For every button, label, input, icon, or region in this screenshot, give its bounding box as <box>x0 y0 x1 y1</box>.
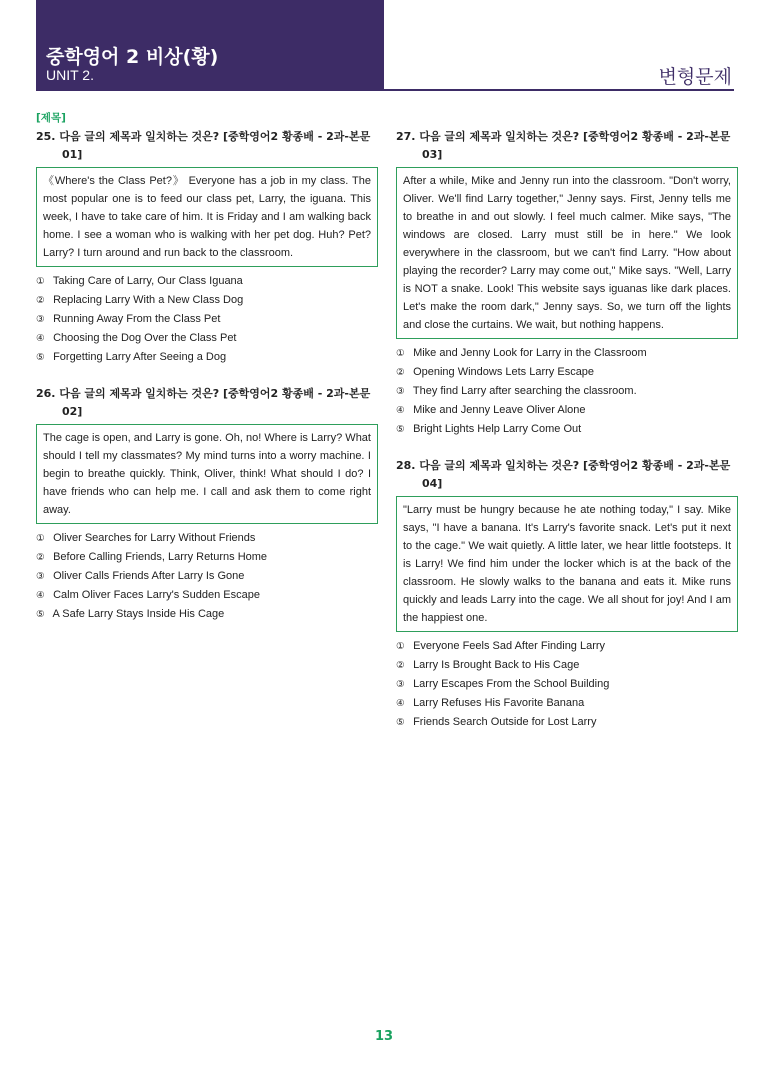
page-number: 13 <box>374 1029 394 1044</box>
question-26 <box>36 385 378 624</box>
answer-option[interactable] <box>396 420 738 439</box>
answer-option[interactable] <box>36 310 378 329</box>
option-text: A Safe Larry Stays Inside His Cage <box>52 608 225 620</box>
answer-option[interactable] <box>396 675 738 694</box>
option-number: ④ <box>396 698 405 709</box>
question-passage: The cage is open, and Larry is gone. Oh, no! Where is Larry? What should I tell my classmates? My mind turns into a worry machine. I begin to breathe quickly. Think, Oliver, think! What should I do? I have friends who can help me. I call and ask them to come right away. <box>36 424 378 524</box>
answer-option[interactable] <box>396 694 738 713</box>
answer-option[interactable] <box>36 272 378 291</box>
answer-option[interactable] <box>396 656 738 675</box>
option-text: Before Calling Friends, Larry Returns Home <box>53 551 268 563</box>
answer-option[interactable] <box>396 637 738 656</box>
header-banner <box>36 0 384 91</box>
option-text: Oliver Calls Friends After Larry Is Gone <box>53 570 245 582</box>
option-text: Bright Lights Help Larry Come Out <box>413 423 582 435</box>
option-text: They find Larry after searching the classroom. <box>412 385 637 397</box>
option-text: Everyone Feels Sad After Finding Larry <box>413 640 606 652</box>
answer-options <box>396 637 738 732</box>
section-label: [제목] <box>36 112 66 124</box>
option-number: ④ <box>396 405 405 416</box>
option-number: ① <box>396 348 405 359</box>
option-number: ② <box>396 660 405 671</box>
option-text: Taking Care of Larry, Our Class Iguana <box>52 275 243 287</box>
question-title: 28. 다음 글의 제목과 일치하는 것은? [중학영어2 황종배 - 2과-본문 04] <box>396 459 731 490</box>
option-number: ④ <box>36 590 45 601</box>
question-title: 27. 다음 글의 제목과 일치하는 것은? [중학영어2 황종배 - 2과-본문 03] <box>396 130 731 161</box>
option-number: ③ <box>396 386 405 397</box>
option-text: Forgetting Larry After Seeing a Dog <box>53 351 227 363</box>
answer-option[interactable] <box>36 329 378 348</box>
option-text: Larry Escapes From the School Building <box>413 678 610 690</box>
option-number: ① <box>396 641 405 652</box>
header-rule <box>384 89 734 91</box>
answer-option[interactable] <box>36 548 378 567</box>
answer-option[interactable] <box>396 363 738 382</box>
book-title: 중학영어 2 비상(황) <box>46 46 219 68</box>
answer-option[interactable] <box>36 567 378 586</box>
option-number: ⑤ <box>36 609 45 620</box>
question-passage: After a while, Mike and Jenny run into the classroom. "Don't worry, Oliver. We'll find Larry together," Jenny says. First, Jenny tells me to breathe in and out slowly. I feel much calmer. Mike says, "The windows are closed. Larry must still be in here." We look everywhere in the classroom, but we can't find Larry. "How about playing the recorder? Larry may come out," Mike says. "Well, Larry is NOT a snake. Look! This website says iguanas like dark places. Let's make the room dark," Jenny says. So, we turn off the lights and close the curtains. We wait, but nothing happens. <box>396 167 738 339</box>
option-text: Mike and Jenny Leave Oliver Alone <box>413 404 586 416</box>
option-number: ② <box>36 295 45 306</box>
answer-options <box>396 344 738 439</box>
answer-options <box>36 529 378 624</box>
answer-option[interactable] <box>396 713 738 732</box>
option-text: Mike and Jenny Look for Larry in the Classroom <box>413 347 647 359</box>
answer-option[interactable] <box>396 382 738 401</box>
answer-option[interactable] <box>36 586 378 605</box>
question-28 <box>396 457 738 732</box>
answer-option[interactable] <box>396 344 738 363</box>
option-number: ⑤ <box>396 424 405 435</box>
option-text: Running Away From the Class Pet <box>53 313 221 325</box>
question-27 <box>396 128 738 439</box>
question-passage: 《Where's the Class Pet?》 Everyone has a job in my class. The most popular one is to feed our class pet, Larry, the iguana. This week, I have to take care of him. It is Friday and I am walking back home. I see a woman who is walking with her pet dog. Huh? Pet? Larry? I turn around and run back to the classroom. <box>36 167 378 267</box>
answer-option[interactable] <box>36 605 378 624</box>
option-text: Larry Is Brought Back to His Cage <box>413 659 580 671</box>
option-text: Larry Refuses His Favorite Banana <box>413 697 585 709</box>
option-number: ② <box>36 552 45 563</box>
question-title: 26. 다음 글의 제목과 일치하는 것은? [중학영어2 황종배 - 2과-본문 02] <box>36 387 371 418</box>
option-number: ③ <box>36 314 45 325</box>
answer-option[interactable] <box>396 401 738 420</box>
option-text: Calm Oliver Faces Larry's Sudden Escape <box>53 589 260 601</box>
answer-option[interactable] <box>36 348 378 367</box>
right-column <box>396 128 738 742</box>
option-text: Replacing Larry With a New Class Dog <box>53 294 244 306</box>
option-number: ④ <box>36 333 45 344</box>
question-25 <box>36 128 378 367</box>
question-title: 25. 다음 글의 제목과 일치하는 것은? [중학영어2 황종배 - 2과-본문 01] <box>36 130 371 161</box>
option-number: ① <box>36 533 45 544</box>
option-number: ⑤ <box>36 352 45 363</box>
option-text: Friends Search Outside for Lost Larry <box>413 716 597 728</box>
worksheet-type-label: 변형문제 <box>658 66 732 88</box>
answer-option[interactable] <box>36 529 378 548</box>
question-passage: "Larry must be hungry because he ate nothing today," I say. Mike says, "I have a banana. It's Larry's favorite snack. Let's put it next to the cage." We wait quietly. A little later, we hear little footsteps. It is Larry! We find him under the locker which is at the back of the classroom. He slowly walks to the banana and eats it. Mike runs quickly and leads Larry into the cage. We all shout for joy! And I am the happiest one. <box>396 496 738 632</box>
option-text: Oliver Searches for Larry Without Friends <box>53 532 256 544</box>
option-number: ③ <box>36 571 45 582</box>
unit-label: UNIT 2. <box>46 67 94 83</box>
option-text: Choosing the Dog Over the Class Pet <box>53 332 237 344</box>
answer-options <box>36 272 378 367</box>
option-number: ② <box>396 367 405 378</box>
answer-option[interactable] <box>36 291 378 310</box>
option-number: ⑤ <box>396 717 405 728</box>
option-text: Opening Windows Lets Larry Escape <box>413 366 595 378</box>
option-number: ① <box>36 276 45 287</box>
option-number: ③ <box>396 679 405 690</box>
left-column <box>36 110 378 634</box>
